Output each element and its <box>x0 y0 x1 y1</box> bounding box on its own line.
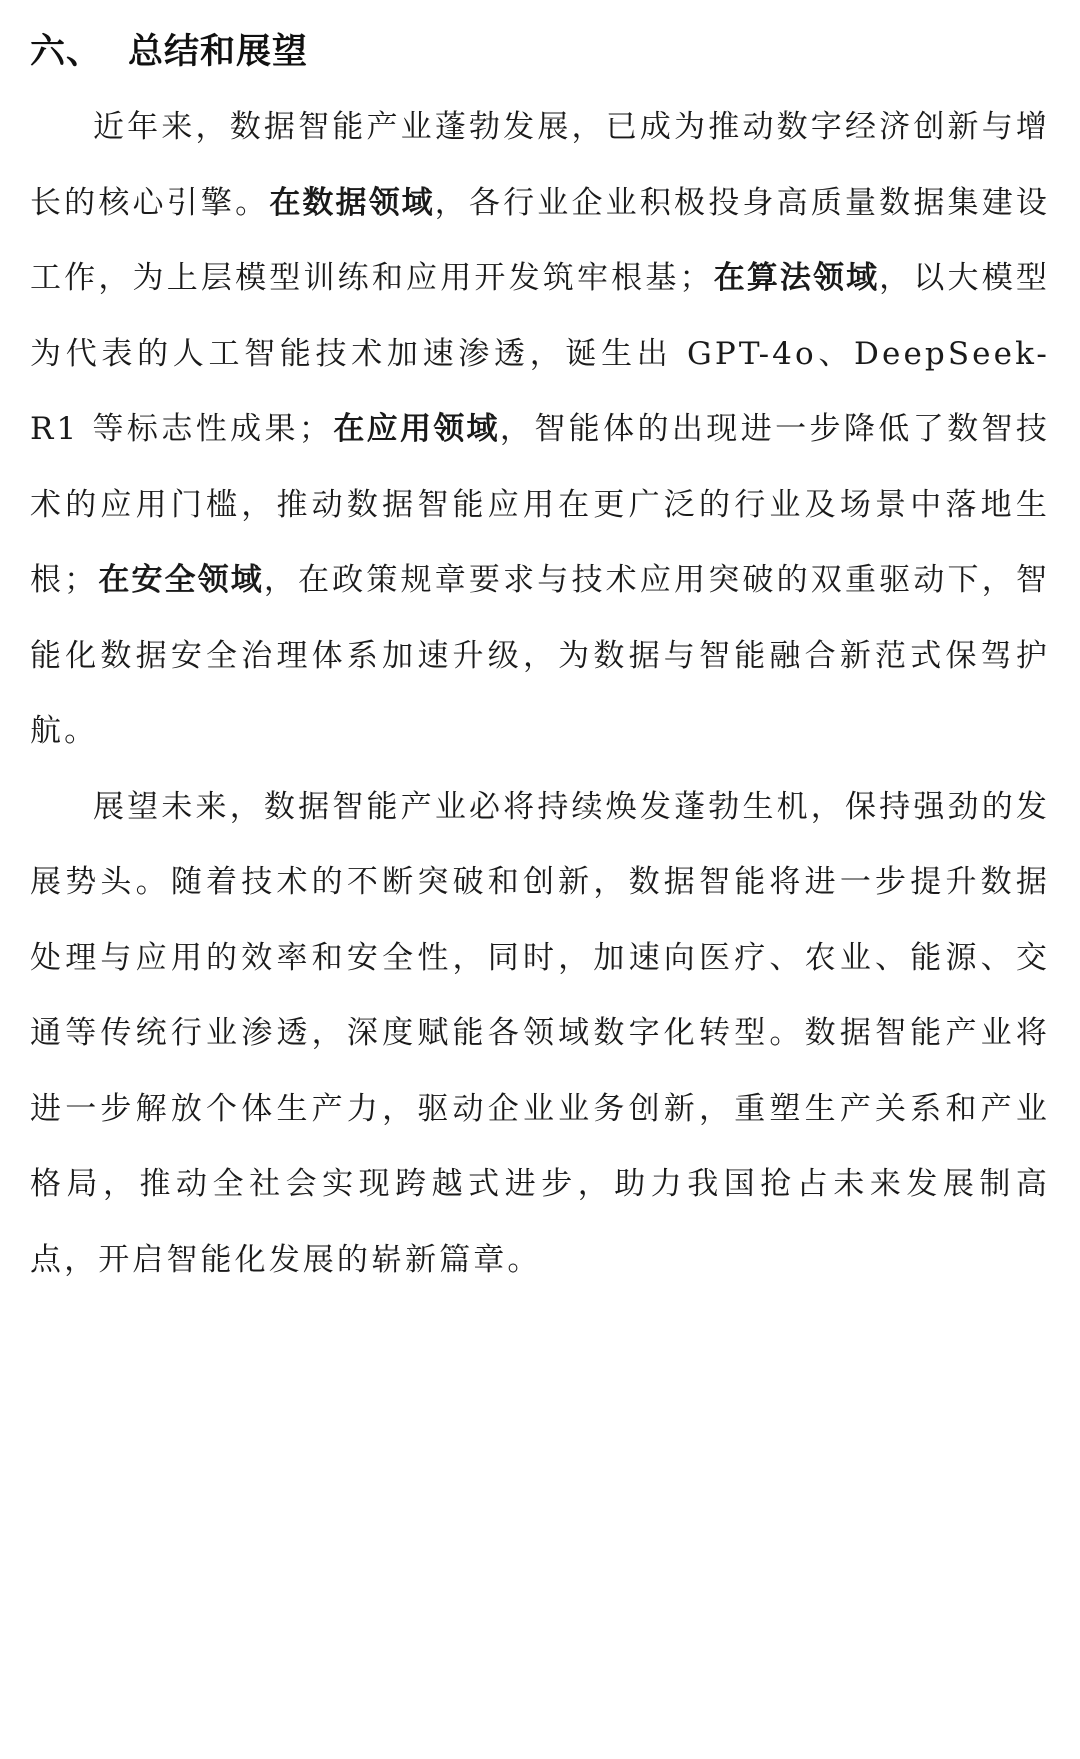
paragraph-summary <box>30 90 1050 770</box>
bold-phrase-algorithm-field: 在算法领域 <box>713 260 880 296</box>
summary-text-5: ，在政策规章要求与技术应用突破的双重驱动下，智能化数据安全治理体系加速升级，为数据与智能融合新范式保驾护航。 <box>30 562 1050 749</box>
bold-phrase-application-field: 在应用领域 <box>333 411 500 447</box>
document-page <box>30 22 1050 1298</box>
summary-text-3: ，以大模型为代表的人工智能技术加速渗透，诞生出 GPT-4o、DeepSeek-R1 等标志性成果； <box>30 260 1051 447</box>
bold-phrase-data-field: 在数据领域 <box>269 184 435 221</box>
section-number: 六、 <box>30 32 103 72</box>
paragraph-outlook: 展望未来，数据智能产业必将持续焕发蓬勃生机，保持强劲的发展势头。随着技术的不断突破和创新，数据智能将进一步提升数据处理与应用的效率和安全性，同时，加速向医疗、农业、能源、交通等传统行业渗透，深度赋能各领域数字化转型。数据智能产业将进一步解放个体生产力，驱动企业业务创新，重塑生产关系和产业格局，推动全社会实现跨越式进步，助力我国抢占未来发展制高点，开启智能化发展的崭新篇章。 <box>30 788 1050 1278</box>
bold-phrase-security-field: 在安全领域 <box>98 562 264 598</box>
summary-text-1: 近年来，数据智能产业蓬勃发展，已成为推动数字经济创新与增长的核心引擎。 <box>30 109 1050 221</box>
summary-text-2: ，各行业企业积极投身高质量数据集建设工作，为上层模型训练和应用开发筑牢根基； <box>30 184 1051 296</box>
section-title: 总结和展望 <box>128 32 309 72</box>
summary-text-4: ，智能体的出现进一步降低了数智技术的应用门槛，推动数据智能应用在更广泛的行业及场景中落地生根； <box>30 411 1051 598</box>
section-heading <box>30 22 1050 82</box>
